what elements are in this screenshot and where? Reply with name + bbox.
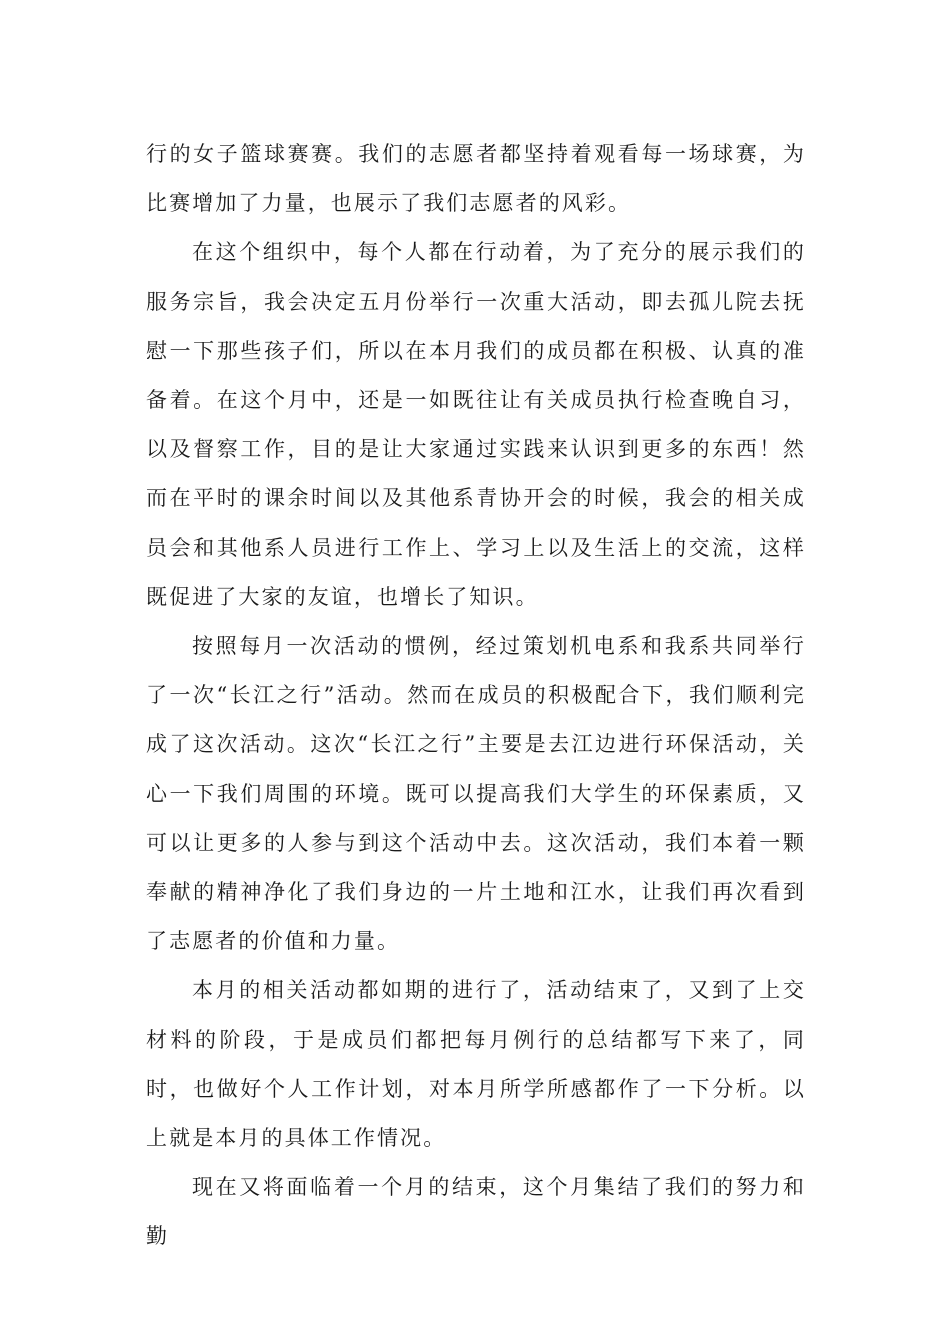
document-page	[146, 130, 806, 1262]
paragraph-2: 在这个组织中，每个人都在行动着，为了充分的展示我们的服务宗旨，我会决定五月份举行一次重大活动，即去孤儿院去抚慰一下那些孩子们，所以在本月我们的成员都在积极、认真的准备着。在这个月中，还是一如既往让有关成员执行检查晚自习，以及督察工作，目的是让大家通过实践来认识到更多的东西！然而在平时的课余时间以及其他系青协开会的时候，我会的相关成员会和其他系人员进行工作上、学习上以及生活上的交流，这样既促进了大家的友谊，也增长了知识。	[146, 240, 806, 609]
paragraph-5: 现在又将面临着一个月的结束，这个月集结了我们的努力和勤	[146, 1175, 806, 1249]
paragraph-3: 按照每月一次活动的惯例，经过策划机电系和我系共同举行了一次“长江之行”活动。然而在成员的积极配合下，我们顺利完成了这次活动。这次“长江之行”主要是去江边进行环保活动，关心一下我们周围的环境。既可以提高我们大学生的环保素质，又可以让更多的人参与到这个活动中去。这次活动，我们本着一颗奉献的精神净化了我们身边的一片土地和江水，让我们再次看到了志愿者的价值和力量。	[146, 634, 806, 954]
paragraph-1: 行的女子篮球赛赛。我们的志愿者都坚持着观看每一场球赛，为比赛增加了力量，也展示了我们志愿者的风彩。	[146, 142, 806, 216]
paragraph-4: 本月的相关活动都如期的进行了，活动结束了，又到了上交材料的阶段，于是成员们都把每月例行的总结都写下来了，同时，也做好个人工作计划，对本月所学所感都作了一下分析。以上就是本月的具体工作情况。	[146, 978, 806, 1151]
